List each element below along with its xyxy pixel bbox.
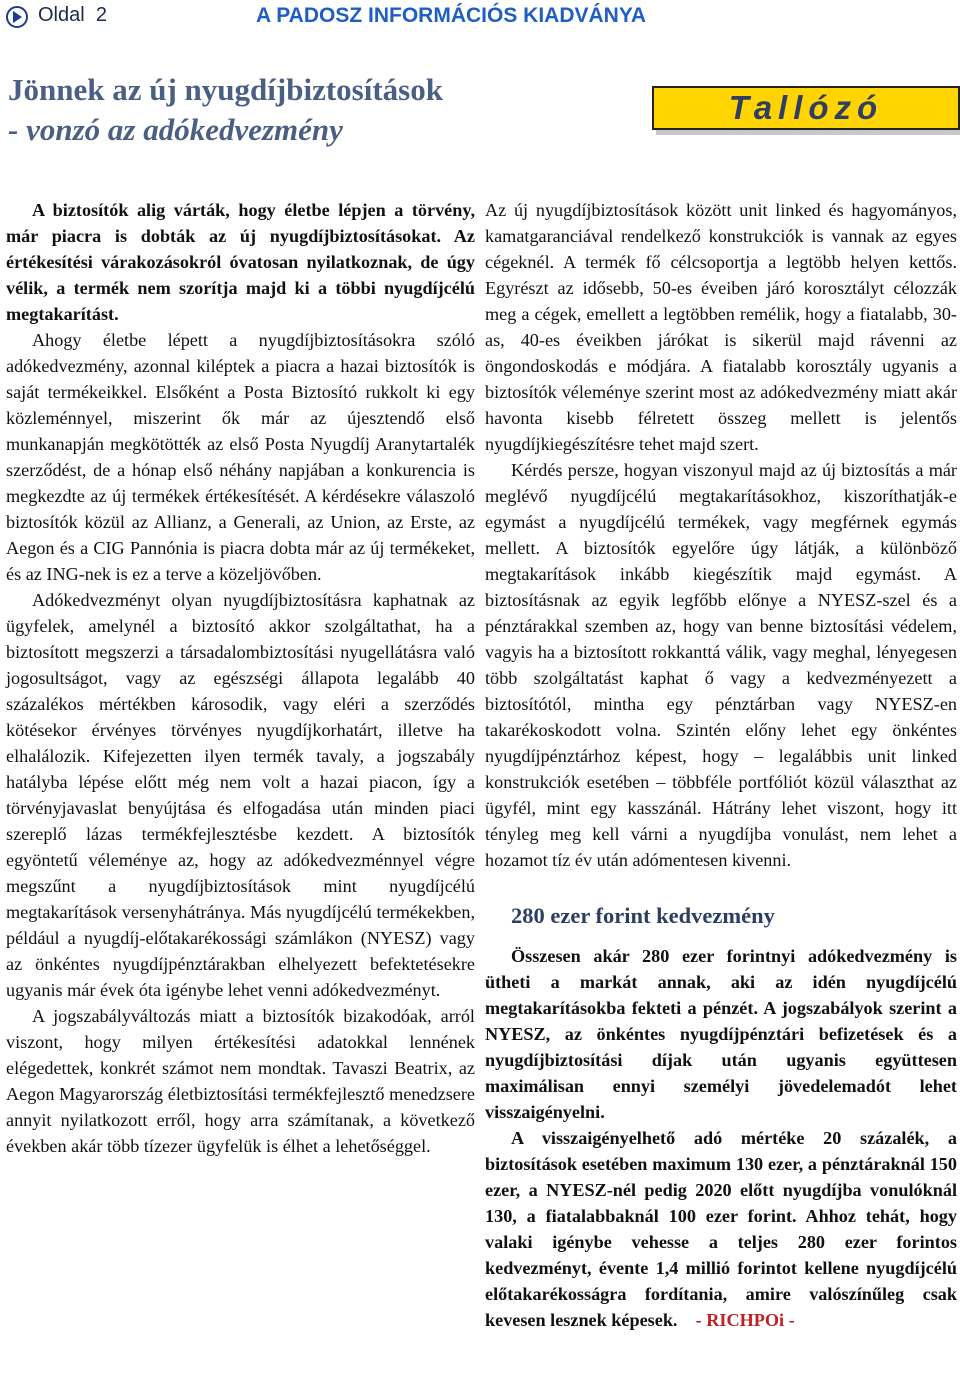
box-paragraph-2 — [485, 1125, 957, 1333]
page-header — [0, 0, 960, 36]
paragraph-2: Adókedvezményt olyan nyugdíjbiztosításra kaphatnak az ügyfelek, amelynél a biztosító akkor szolgáltathat, ha a biztosított megszerzi a társadalombiztosítási nyugellátásra való jogosultságot, vagy az egészségi állapota legalább 40 százalékos mértékben károsodik, vagy eléri a szerződés kötésekor érvényes törvényes nyugdíjkorhatárt, illetve ha elhalálozik. Kifejezetten ilyen termék tavaly, a jogszabály hatályba lépése előtt még nem volt a hazai piacon, így a törvényjavaslat benyújtása és elfogadása után minden piaci szereplő lázas termékfejlesztésbe kezdett. A biztosítók egyöntetű véleménye az, hogy az adókedvezménnyel végre megszűnt a nyugdíjbiztosítások mint nyugdíjcélú megtakarítások versenyhátránya. Más nyugdíjcélú termékekben, például a nyugdíj-előtakarékossági számlákon (NYESZ) vagy az önkéntes nyugdíjpénztárakban elhelyezett befektetésekre ugyanis már évek óta igénybe lehet venni adókedvezményt. — [6, 590, 475, 1000]
publication-name: A PADOSZ INFORMÁCIÓS KIADVÁNYA — [256, 4, 647, 27]
paragraph-1: Ahogy életbe lépett a nyugdíjbiztosításokra szóló adókedvezmény, azonnal kiléptek a piacra a hazai biztosítók is saját termékeikkel. Elsőként a Posta Biztosító rukkolt ki egy közleménnyel, miszerint ők már az újesztendő első munkanapján megkötötték az első Posta Nyugdíj Aranytartalék szerződést, de a hónap első néhány napjában a konkurencia is megkezdte az új termékek értékesítését. A kérdésekre válaszoló biztosítók közül az Allianz, a Generali, az Union, az Erste, az Aegon és a CIG Pannónia is piacra dobta már az új termékeket, és az ING-nek is ez a terve a közeljövőben. — [6, 330, 475, 584]
right-column — [485, 197, 957, 1333]
title-line-1: Jönnek az új nyugdíjbiztosítások — [8, 72, 443, 107]
page-number: 2 — [95, 4, 107, 26]
title-line-2: - vonzó az adókedvezmény — [8, 112, 343, 147]
article-title — [8, 70, 608, 150]
page-indicator — [38, 4, 107, 27]
paragraph-3: A jogszabályváltozás miatt a biztosítók bizakodóak, arról viszont, hogy milyen értékesítési adatokkal lennének elégedettek, konkrét számot nem mondtak. Tavaszi Beatrix, az Aegon Magyarország életbiztosítási termékfejlesztő menedzsere annyit nyilatkozott erről, hogy arra számítanak, a következő években akár több tízezer ügyfelük is élhet a lehetőséggel. — [6, 1006, 475, 1156]
author-signature: - RICHPOi - — [695, 1310, 795, 1330]
subheading: 280 ezer forint kedvezmény — [511, 903, 775, 928]
box-paragraph-1: Összesen akár 280 ezer forintnyi adókedvezmény is ütheti a markát annak, aki az idén nyugdíjcélú megtakarításokba fekteti a pénzét. A jogszabályok szerint a NYESZ, az önkéntes nyugdíjpénztári befizetések és a nyugdíjbiztosítási díjak után ugyanis együttesen maximálisan ennyi személyi jövedelemadót lehet visszaigényelni. — [485, 946, 957, 1122]
article-lead: A biztosítók alig várták, hogy életbe lépjen a törvény, már piacra is dobták az új nyugdíjbiztosításokat. Az értékesítési várakozásokról óvatosan nyilatkoznak, de úgy vélik, a termék nem szorítja majd ki a többi nyugdíjcélú megtakarítást. — [6, 200, 475, 324]
play-circle-icon[interactable] — [6, 6, 28, 28]
paragraph-4: Az új nyugdíjbiztosítások között unit linked és hagyományos, kamatgaranciával rendelkező konstrukciók is vannak az egyes cégeknél. A termék fő célcsoportja a legtöbb helyen kettős. Egyrészt az idősebb, 50-es éveiben járó korosztályt célozzák meg a cégek, emellett a legtöbben remélik, hogy a fiatalabb, 30-as, 40-es éveikben járókat is sikerül majd rávenni az öngondoskodás e módjára. A fiatalabb korosztály ugyanis a biztosítók véleménye szerint most az adókedvezmény miatt akár havonta kisebb félretett összeg mellett is jelentős nyugdíjkiegészítésre tehet majd szert. — [485, 200, 957, 454]
paragraph-5: Kérdés persze, hogyan viszonyul majd az új biztosítás a már meglévő nyugdíjcélú megtakarításokhoz, kiszoríthatják-e egymást a nyugdíjcélú termékek, vagy megférnek egymás mellett. A biztosítók egyelőre úgy látják, a különböző megtakarítások inkább kiegészítik majd egymást. A biztosításnak az egyik legfőbb előnye a NYESZ-szel és a pénztárakkal szemben az, hogy van benne biztosítási védelem, vagyis ha a biztosított rokkanttá válik, vagy meghal, lényegesen több szolgáltatást kaphat ő vagy a kedvezményezett a biztosítótól, mintha egy pénztárban vagy NYESZ-en takarékoskodott volna. Szintén előny lehet egy önkéntes nyugdíjpénztárhoz képest, hogy – legalábbis unit linked konstrukciók esetében – többféle portfóliót közül választhat az ügyfél, mint egy kasszánál. Hátrány lehet viszont, hogy itt tényleg meg kell várni a nyugdíjba vonulást, nem lehet a hozamot tíz év után adómentesen kivenni. — [485, 460, 957, 870]
section-badge: Tallózó — [652, 86, 960, 130]
box-paragraph-2-text: A visszaigényelhető adó mértéke 20 százalék, a biztosítások esetében maximum 130 ezer, a pénztáraknál 150 ezer, a NYESZ-nél pedig 2020 előtt nyugdíjba vonulóknál 130, a fiatalabbaknál 100 ezer forint. Ahhoz tehát, hogy valaki igénybe vehesse a teljes 280 ezer forintos kedvezményt, évente 1,4 millió forintot kellene nyugdíjcélú előtakarékosságra fordítania, amire valószínűleg csak kevesen lesznek képesek. — [485, 1128, 957, 1330]
page-label: Oldal — [38, 4, 85, 26]
left-column — [6, 197, 475, 1159]
